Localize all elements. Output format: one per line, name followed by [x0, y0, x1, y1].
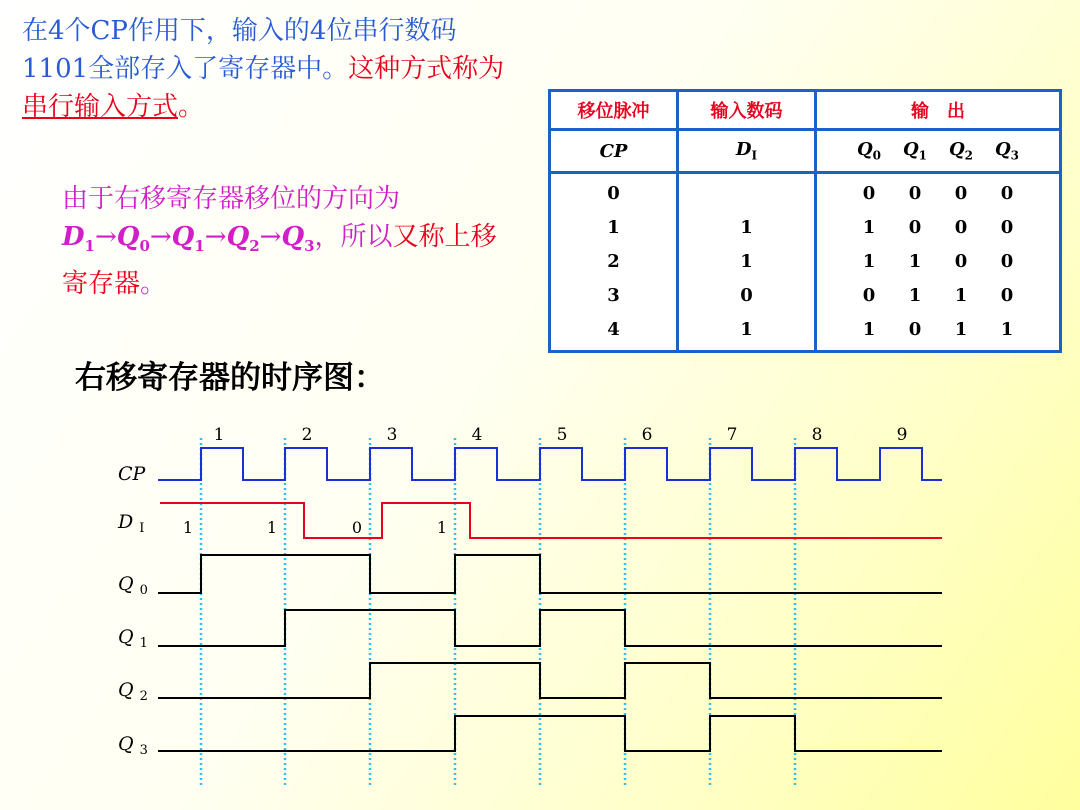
chain-arrow: →: [149, 222, 172, 252]
signal-label-cp: CP: [118, 463, 146, 485]
subheader-q2: $Q_2$: [948, 139, 974, 163]
d-bit-label: 1: [182, 518, 194, 537]
subheader-q: [816, 130, 1060, 173]
signal-label-q2: Q $_2$: [118, 679, 148, 704]
serial-input-term: 串行输入方式: [22, 92, 179, 122]
pulse-number: 7: [726, 425, 738, 445]
d-cell: [679, 177, 814, 211]
q1-waveform: [158, 610, 942, 646]
q-cell: 1: [954, 285, 968, 306]
q-cell: 1: [908, 251, 922, 272]
header-output: 输 出: [816, 92, 1060, 130]
cp-cell: 0: [607, 183, 620, 204]
clock-waveform: [158, 448, 942, 480]
cp-cell: 4: [607, 319, 620, 340]
d-bit-label: 1: [266, 518, 278, 537]
q-column: [816, 173, 1060, 351]
q-cell: 0: [954, 217, 968, 238]
q-cell: 1: [862, 319, 876, 340]
shift-table: [548, 89, 1062, 353]
subheader-q0: $Q_0$: [856, 139, 882, 163]
note-mid: ，所以: [314, 222, 393, 252]
d-column: [678, 173, 816, 351]
q-row: [817, 279, 1059, 313]
intro-paragraph: [22, 12, 522, 126]
cp-column: [551, 173, 678, 351]
pulse-number: 8: [811, 425, 823, 445]
q-cell: 0: [908, 319, 922, 340]
header-shift-pulse: 移位脉冲: [551, 92, 678, 130]
timing-diagram: [0, 410, 1080, 810]
pulse-number: 3: [386, 425, 398, 445]
shift-chain: [62, 222, 315, 256]
q-cell: 0: [908, 183, 922, 204]
pulse-number: 6: [641, 425, 653, 445]
q-row: [817, 313, 1059, 347]
d-cell: 1: [740, 217, 753, 238]
pulse-number: 1: [213, 425, 225, 445]
signal-label-q3: Q $_3$: [118, 733, 148, 758]
d-cell: 0: [740, 285, 753, 306]
note-end: 。: [140, 269, 167, 300]
subheader-q3: $Q_3$: [994, 139, 1020, 163]
d-input-waveform: [160, 503, 942, 538]
q0-waveform: [158, 555, 942, 593]
subheader-d: $D_I$: [678, 130, 816, 173]
q-cell: 0: [1000, 183, 1014, 204]
subheader-cp: CP: [551, 130, 678, 173]
pulse-number: 5: [556, 425, 568, 445]
intro-line: 在4个CP作用下，输入的4位串行数码1101全部存入了寄存器中。: [22, 16, 457, 84]
timing-heading: 右移寄存器的时序图：: [75, 360, 385, 396]
d-cell: 1: [740, 251, 753, 272]
q2-waveform: [158, 663, 942, 698]
q-cell: 0: [954, 183, 968, 204]
q-cell: 0: [1000, 285, 1014, 306]
q-cell: 1: [908, 285, 922, 306]
q-row: [817, 177, 1059, 211]
q-row: [817, 245, 1059, 279]
signal-label-q0: Q $_0$: [118, 573, 148, 598]
q-cell: 1: [1000, 319, 1014, 340]
subheader-q1: $Q_1$: [902, 139, 928, 163]
note-red: 又称上移寄存器: [62, 222, 497, 300]
q-cell: 0: [954, 251, 968, 272]
cp-cell: 1: [607, 217, 620, 238]
d-cell: 1: [740, 319, 753, 340]
chain-var-q3: $Q_3$: [281, 222, 315, 256]
note-prefix: 由于右移寄存器移位的方向为: [62, 184, 401, 214]
q-cell: 0: [1000, 217, 1014, 238]
cp-cell: 3: [607, 285, 620, 306]
shift-direction-note: [62, 180, 502, 303]
signal-label-di: D $_I$: [118, 511, 145, 536]
q-cell: 0: [1000, 251, 1014, 272]
chain-var-q2: $Q_2$: [226, 222, 260, 256]
d-bit-label: 0: [351, 518, 363, 537]
d-bit-label: 1: [436, 518, 448, 537]
q-cell: 1: [862, 217, 876, 238]
chain-var-d1: $D_1$: [62, 222, 95, 256]
chain-var-q1: $Q_1$: [171, 222, 205, 256]
cp-cell: 2: [607, 251, 620, 272]
q3-waveform: [158, 716, 942, 751]
chain-var-q0: $Q_0$: [116, 222, 150, 256]
q-row: [817, 211, 1059, 245]
pulse-number: 4: [471, 425, 483, 445]
pulse-number: 9: [896, 425, 908, 445]
chain-arrow: →: [259, 222, 282, 252]
q-cell: 1: [954, 319, 968, 340]
pulse-number: 2: [301, 425, 313, 445]
chain-arrow: →: [204, 222, 227, 252]
intro-end: 。: [178, 92, 205, 122]
q-cell: 0: [862, 285, 876, 306]
q-cell: 0: [862, 183, 876, 204]
header-input-code: 输入数码: [678, 92, 816, 130]
chain-arrow: →: [94, 222, 117, 252]
intro-red-text: 这种方式称为: [348, 54, 505, 84]
q-cell: 0: [908, 217, 922, 238]
signal-label-q1: Q $_1$: [118, 626, 148, 651]
q-cell: 1: [862, 251, 876, 272]
